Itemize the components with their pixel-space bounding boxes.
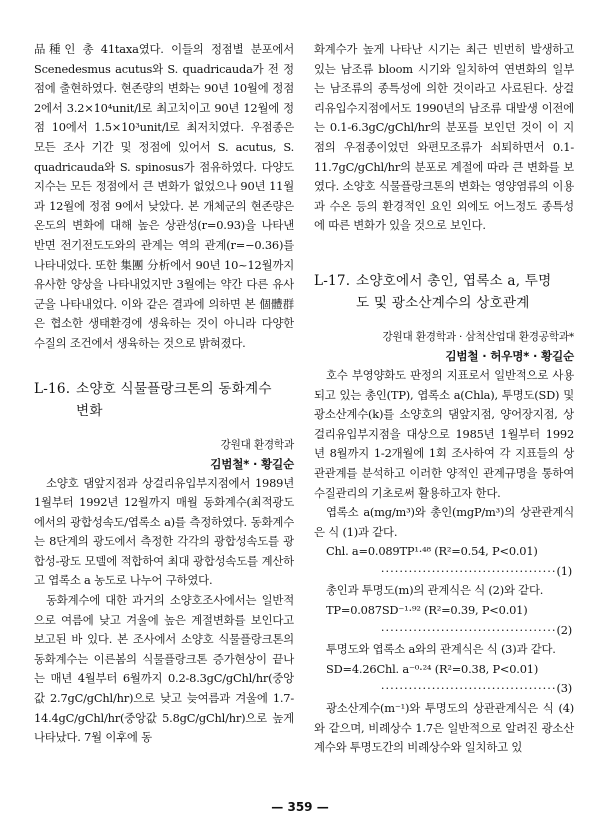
equation-text: SD=4.26Chl. a⁻⁰·²⁴ (R²=0.38, P<0.01) bbox=[326, 661, 539, 676]
dot-leader: ······································ bbox=[380, 563, 557, 578]
paragraph: 투명도와 엽록소 a와의 관계식은 식 (3)과 같다. bbox=[326, 642, 556, 657]
right-column bbox=[314, 40, 574, 758]
paragraph: 광소산계수(m⁻¹)와 투명도의 상관관계식은 식 (4)와 같으며, 비례상수 1.7은 일반적으로 알려진 광소산계수와 투명도간의 비례상수와 일치하고 있 bbox=[314, 701, 574, 755]
section-title-l17 bbox=[314, 270, 574, 314]
section-title-line1: 소양호에서 총인, 엽록소 a, 투명 bbox=[356, 272, 552, 289]
affiliation: 강원대 환경학과 · 삼척산업대 환경공학과* bbox=[382, 330, 574, 343]
equation-label: (1) bbox=[556, 563, 572, 578]
equation-text: Chl. a=0.089TP¹·⁴⁸ (R²=0.54, P<0.01) bbox=[326, 544, 538, 559]
page-number: — 359 — bbox=[271, 800, 329, 814]
equation-3 bbox=[314, 660, 574, 680]
affiliation: 강원대 환경학과 bbox=[220, 438, 294, 451]
equation-text: TP=0.087SD⁻¹·⁹² (R²=0.39, P<0.01) bbox=[326, 603, 528, 618]
equation-2 bbox=[314, 601, 574, 621]
paragraph: 엽록소 a(mg/m³)와 총인(mgP/m³)의 상관관계식은 식 (1)과 같다. bbox=[314, 505, 574, 539]
section-title-line2: 변화 bbox=[76, 402, 103, 419]
equation-label: (3) bbox=[556, 681, 572, 696]
equation-number bbox=[314, 679, 574, 699]
paragraph: 동화계수에 대한 과거의 소양호조사에서는 일반적으로 여름에 낮고 겨울에 높은 계절변화를 보인다고 보고된 바 있다. 본 조사에서 소양호 식물플랑크톤의 동화계수는 이른봄의 식물플랑크톤 증가현상이 끝나는 매년 4월부터 6월까지 0.2-8.3gC/gChl/hr(중앙값 2.7gC/gChl/hr)으로 낮고 늦여름과 겨울에 1.7-14.4gC/gChl/hr(중앙값 5.8gC/gChl/hr)으로 높게 나타났다. 7월 이후에 동 bbox=[34, 593, 294, 745]
authors: 김범철* · 황길순 bbox=[210, 456, 294, 471]
equation-label: (2) bbox=[556, 622, 572, 637]
dot-leader: ······································ bbox=[380, 622, 557, 637]
paragraph: 총인과 투명도(m)의 관계식은 식 (2)와 같다. bbox=[326, 583, 544, 598]
authors: 김범철 · 허우명* · 황길순 bbox=[445, 348, 574, 363]
paragraph: 소양호 댐앞지점과 상걸리유입부지점에서 1989년 1월부터 1992년 12월까지 매월 동화계수(최적광도에서의 광합성속도/엽록소 a)를 측정하였다. 동화계수는 8단계의 광도에서 측정한 각각의 광합성속도를 광합성-광도 모델에 적합하여 최대 광합성속도를 계산하고 엽록소 a 농도로 나누어 구하였다. bbox=[34, 475, 294, 588]
equation-number bbox=[314, 621, 574, 641]
section-title-line2: 도 및 광소산계수의 상호관계 bbox=[356, 294, 530, 311]
left-column bbox=[34, 40, 294, 748]
paragraph: 화계수가 높게 나타난 시기는 최근 빈번히 발생하고 있는 남조류 bloom 시기와 일치하여 연변화의 일부는 남조류의 종특성에 의한 것이라고 사료된다. 상걸리유입수지점에서도 1990년의 남조류 대발생 이전에는 0.1-6.3gC/gChl/hr의 분포를 보인던 것이 이 지점의 우점종이었던 와편모조류가 쇠퇴하면서 0.1-11.7gC/gChl/hr의 분포로 계절에 따라 큰 변화를 보였다. 소양호 식물플랑크톤의 변화는 영양염류의 이용과 수온 등의 환경적인 요인 외에도 어느정도 종특성에 따른 변화가 있을 것으로 보인다. bbox=[314, 42, 574, 233]
section-number: L-17. bbox=[314, 272, 351, 289]
section-title-l16 bbox=[34, 378, 294, 422]
section-title-line1: 소양호 식물플랑크톤의 동화계수 bbox=[76, 380, 272, 397]
paragraph: 호수 부영양화도 판정의 지표로서 일반적으로 사용되고 있는 총인(TP), 엽록소 a(Chla), 투명도(SD) 및 광소산계수(k)를 소양호의 댐앞지점, 양어장지점, 상걸리유입부지점을 대상으로 1985년 1월부터 1992년 8월까지 1-2개월에 1회 조사하여 각 지표들의 상관관계를 분석하고 이러한 양적인 관계규명을 통하여 수질관리의 기초로써 활용하고자 한다. bbox=[314, 367, 574, 500]
equation-number bbox=[314, 562, 574, 582]
paragraph: 品種인 총 41taxa였다. 이들의 정점별 분포에서 Scenedesmus acutus와 S. quadricauda가 전 정점에 출현하였다. 현존량의 변화는 90년 10월에 정점 2에서 3.2×10⁴unit/l로 최고치이고 90년 12월에 정점 10에서 1.5×10³unit/l로 최저치였다. 우점종은 모든 조사 기간 및 정점에 있어서 S. acutus, S. quadricauda와 S. spinosus가 점유하였다. 다양도 지수는 모든 정점에서 큰 변화가 없었으나 90년 11월과 12월에 정점 9에서 낮았다. 본 개체군의 현존량은 온도의 변화에 대해 높은 상관성(r=0.93)을 나타낸 반면 전기전도도와의 관계는 역의 관계(r=−0.36)를 나타내었다. 또한 集團 分析에서 90년 10~12월까지 유사한 양상을 나타내었지만 3월에는 약간 다른 유사군을 나타내었다. 이와 같은 결과에 의하면 본 個體群은 협소한 생태환경에 생육하는 것이 아니라 다양한 수질의 조건에서 생육하는 것으로 밝혀졌다. bbox=[34, 42, 294, 350]
equation-1 bbox=[314, 542, 574, 562]
dot-leader: ······································ bbox=[380, 681, 557, 696]
section-number: L-16. bbox=[34, 380, 71, 397]
